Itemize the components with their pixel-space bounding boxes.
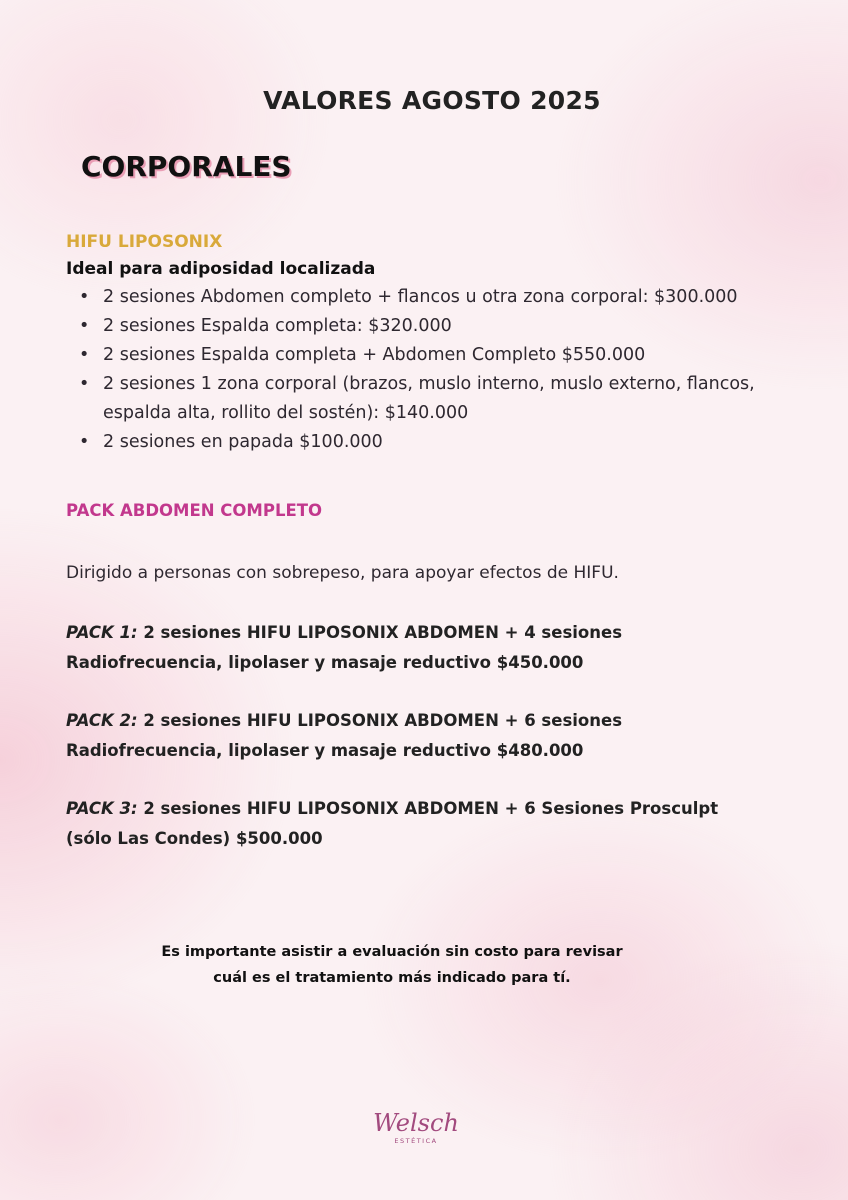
pack-2-label: PACK 2: [66, 711, 138, 730]
hifu-subtitle: Ideal para adiposidad localizada [66, 259, 376, 279]
pack-section-title: PACK ABDOMEN COMPLETO [66, 501, 323, 520]
pack-2-text: 2 sesiones HIFU LIPOSONIX ABDOMEN + 6 sesiones Radiofrecuencia, lipolaser y masaje reductivo $480.000 [66, 711, 623, 760]
list-item: • 2 sesiones Abdomen completo + flancos u otra zona corporal: $300.000 [103, 283, 766, 312]
list-item: • 2 sesiones en papada $100.000 [103, 428, 766, 457]
logo-subtitle: ESTÉTICA [394, 1137, 438, 1145]
pack-2 [66, 706, 766, 766]
hifu-title: HIFU LIPOSONIX [66, 232, 223, 252]
pack-1-label: PACK 1: [66, 623, 138, 642]
list-item: • 2 sesiones Espalda completa: $320.000 [103, 312, 766, 341]
page-title: VALORES AGOSTO 2025 [263, 86, 601, 115]
pack-3-text: 2 sesiones HIFU LIPOSONIX ABDOMEN + 6 Sesiones Prosculpt (sólo Las Condes) $500.000 [66, 799, 719, 848]
pack-description: Dirigido a personas con sobrepeso, para apoyar efectos de HIFU. [66, 563, 619, 583]
pack-1-text: 2 sesiones HIFU LIPOSONIX ABDOMEN + 4 sesiones Radiofrecuencia, lipolaser y masaje reductivo $450.000 [66, 623, 623, 672]
content [66, 229, 766, 854]
list-item: • 2 sesiones Espalda completa + Abdomen Completo $550.000 [103, 341, 766, 370]
note-line-1: Es importante asistir a evaluación sin costo para revisar [161, 944, 623, 960]
evaluation-note [0, 939, 784, 991]
pack-3 [66, 794, 766, 854]
hifu-price-list [66, 283, 766, 457]
pack-3-label: PACK 3: [66, 799, 138, 818]
list-item: • 2 sesiones 1 zona corporal (brazos, muslo interno, muslo externo, flancos, espalda alta, rollito del sostén): $140.000 [103, 370, 766, 428]
section-title: CORPORALES [81, 150, 292, 183]
logo-name: Welsch [373, 1109, 459, 1137]
note-line-2: cuál es el tratamiento más indicado para tí. [213, 970, 571, 986]
brand-logo [354, 1110, 478, 1146]
pack-1 [66, 618, 766, 678]
